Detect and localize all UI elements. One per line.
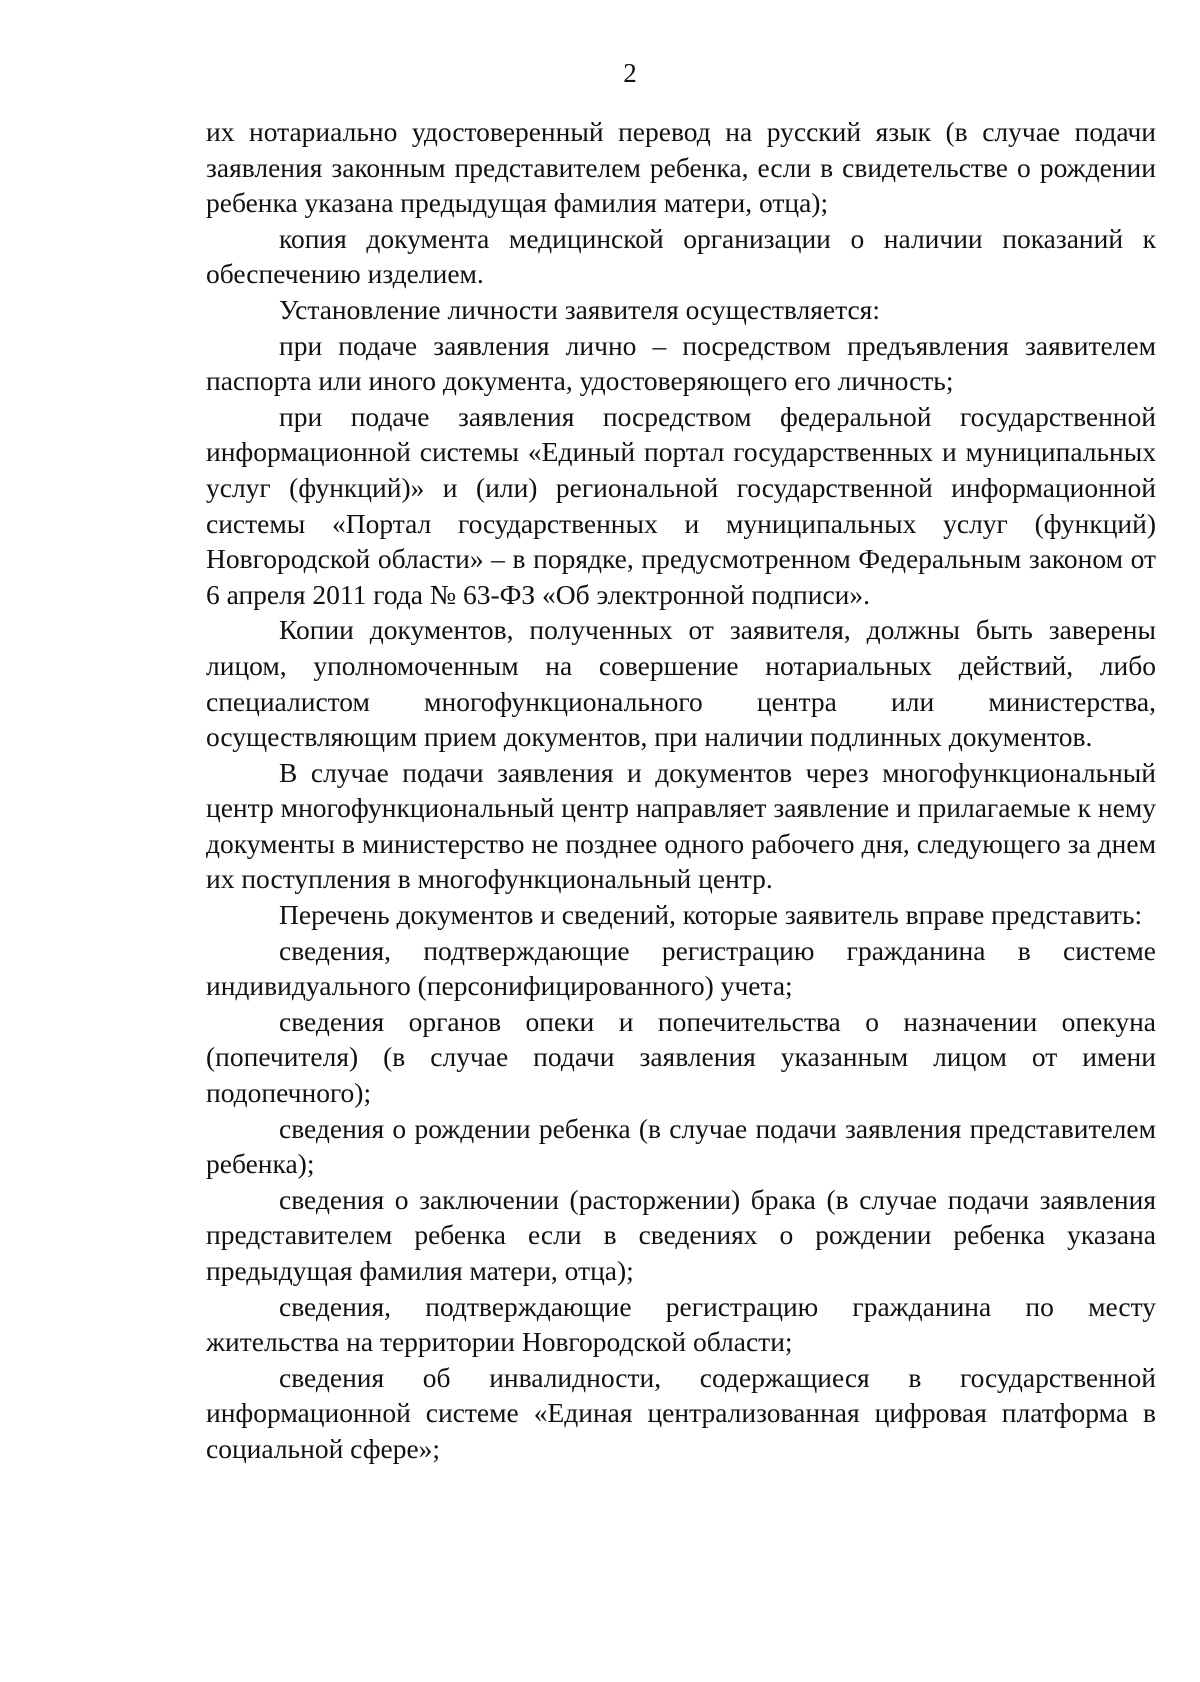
paragraph: их нотариально удостоверенный перевод на русский язык (в случае подачи заявления законным представителем ребенка, если в свидетельстве о рождении ребенка указана предыдущая фамилия матери, отца); xyxy=(206,116,1156,219)
paragraph: копия документа медицинской организации о наличии показаний к обеспечению изделием. xyxy=(206,222,1156,290)
paragraph: при подаче заявления лично – посредством предъявления заявителем паспорта или иного документа, удостоверяющего его личность; xyxy=(206,329,1156,397)
paragraph: Установление личности заявителя осуществляется: xyxy=(279,293,880,325)
paragraph: сведения, подтверждающие регистрацию гражданина по месту жительства на территории Новгородской области; xyxy=(206,1290,1156,1358)
document-body xyxy=(206,114,1156,1467)
paragraph: В случае подачи заявления и документов через многофункциональный центр многофункциональный центр направляет заявление и прилагаемые к нему документы в министерство не позднее одного рабочего дня, следующего за днем их поступления в многофункциональный центр. xyxy=(206,756,1156,895)
paragraph: при подаче заявления посредством федеральной государственной информационной системы «Единый портал государственных и муниципальных услуг (функций)» и (или) региональной государственной информационной системы «Портал государственных и муниципальных услуг (функций) Новгородской области» – в порядке, предусмотренном Федеральным законом от 6 апреля 2011 года № 63-ФЗ «Об электронной подписи». xyxy=(206,400,1156,610)
paragraph: сведения, подтверждающие регистрацию гражданина в системе индивидуального (персонифицированного) учета; xyxy=(206,934,1156,1002)
paragraph: сведения об инвалидности, содержащиеся в государственной информационной системе «Единая централизованная цифровая платформа в социальной сфере»; xyxy=(206,1361,1156,1464)
page-number: 2 xyxy=(623,58,637,88)
paragraph: сведения органов опеки и попечительства о назначении опекуна (попечителя) (в случае подачи заявления указанным лицом от имени подопечного); xyxy=(206,1005,1156,1109)
paragraph: Копии документов, полученных от заявителя, должны быть заверены лицом, уполномоченным на совершение нотариальных действий, либо специалистом многофункционального центра или министерства, осуществляющим прием документов, при наличии подлинных документов. xyxy=(206,614,1156,753)
paragraph: сведения о заключении (расторжении) брака (в случае подачи заявления представителем ребенка если в сведениях о рождении ребенка указана предыдущая фамилия матери, отца); xyxy=(206,1183,1156,1286)
paragraph: Перечень документов и сведений, которые заявитель вправе представить: xyxy=(279,899,1143,931)
paragraph: сведения о рождении ребенка (в случае подачи заявления представителем ребенка); xyxy=(206,1112,1156,1180)
